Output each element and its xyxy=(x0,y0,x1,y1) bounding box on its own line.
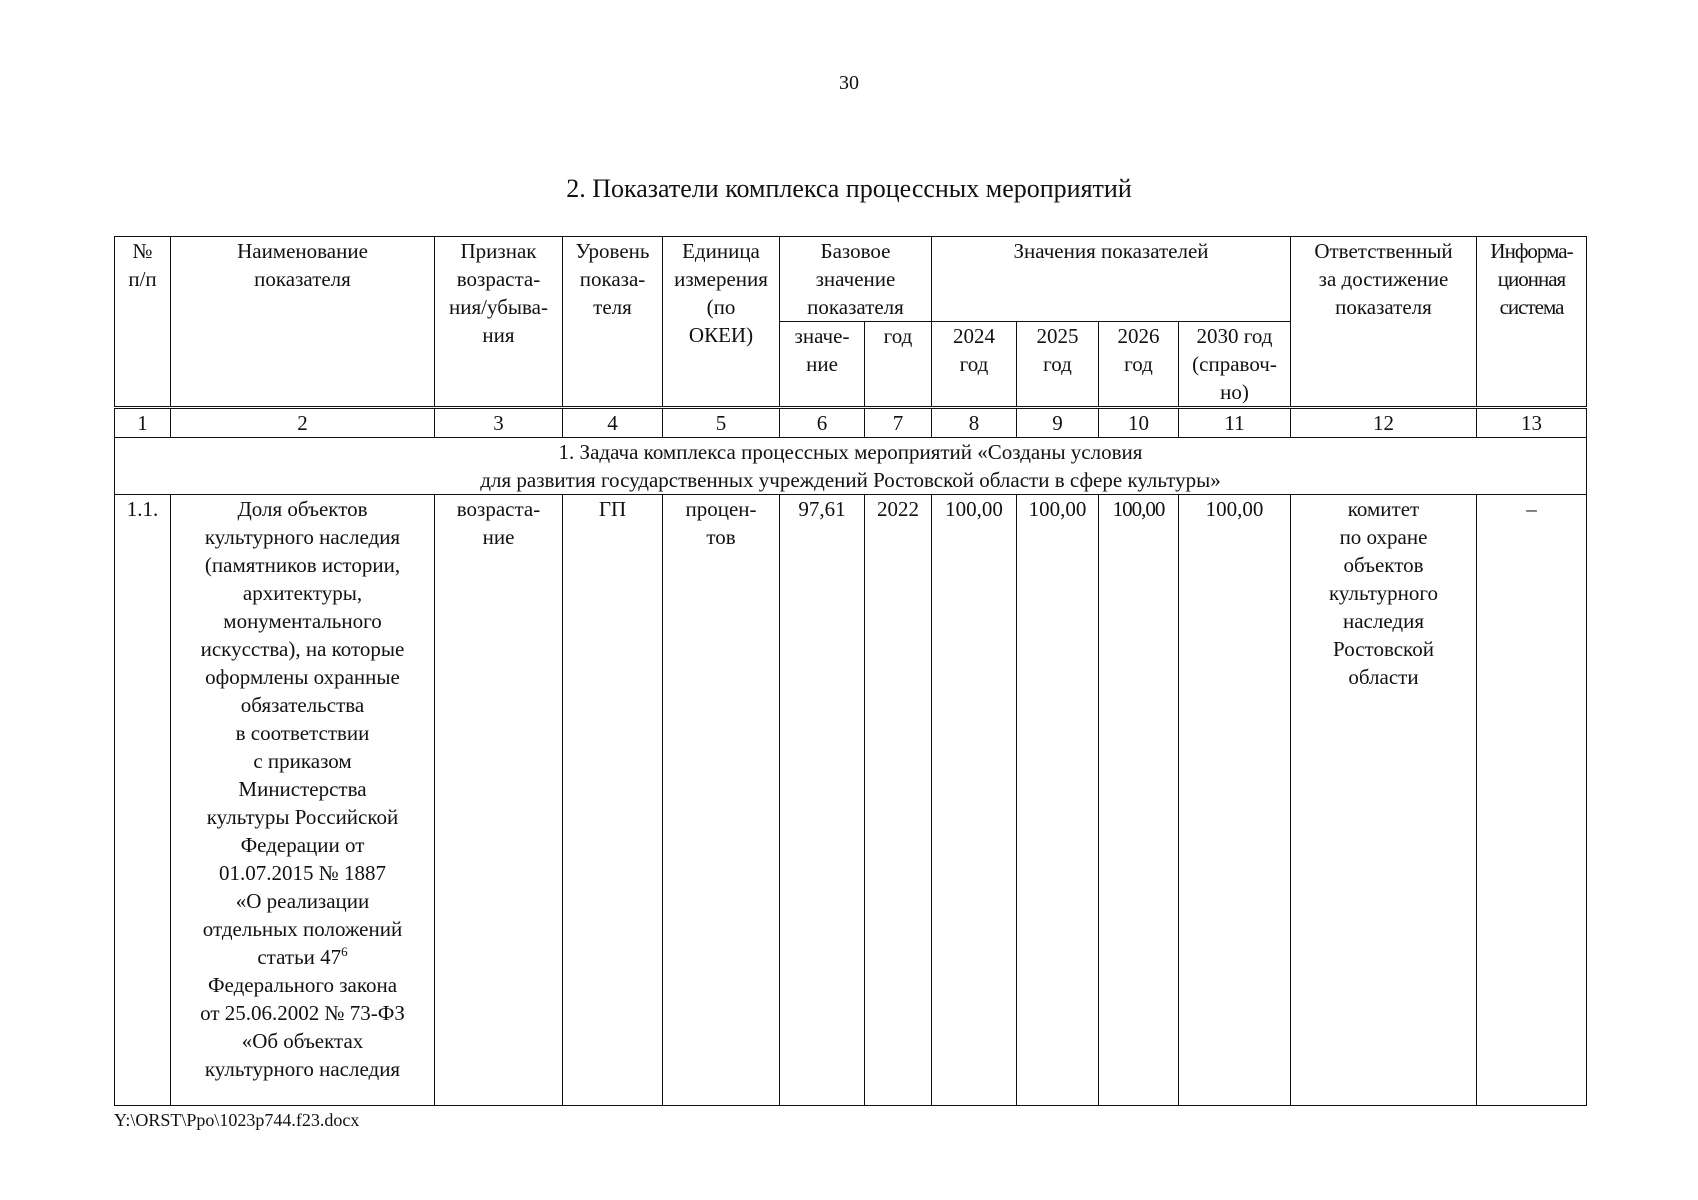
indicator-name-line: «Об объектах xyxy=(241,1029,364,1053)
indicator-name xyxy=(171,495,435,1106)
page-number: 30 xyxy=(839,72,859,94)
indicator-name-line: оформлены охранные xyxy=(205,665,400,689)
indicator-name-line: в соответствии xyxy=(235,721,370,745)
table-row xyxy=(115,495,1587,1106)
article-superscript: 6 xyxy=(341,944,348,959)
section-title: 2. Показатели комплекса процессных мероприятий xyxy=(566,174,1132,203)
indicator-name-line: с приказом xyxy=(253,749,352,773)
column-number: 9 xyxy=(1017,408,1099,438)
footer-file-path: Y:\ORST\Ppo\1023p744.f23.docx xyxy=(114,1110,360,1130)
header-base-year: год xyxy=(865,322,932,408)
value-2026: 100,00 xyxy=(1099,495,1179,1106)
header-num: № п/п xyxy=(115,237,171,408)
indicator-name-line: архитектуры, xyxy=(242,581,363,605)
indicator-name-line: «О реализации xyxy=(235,889,370,913)
value-2030: 100,00 xyxy=(1179,495,1291,1106)
base-year: 2022 xyxy=(865,495,932,1106)
indicator-name-line: отдельных положений xyxy=(202,917,403,941)
header-name: Наименование показателя xyxy=(171,237,435,408)
indicator-name-line: от 25.06.2002 № 73-ФЗ xyxy=(200,1001,405,1025)
column-number: 6 xyxy=(780,408,865,438)
header-base: Базовое значение показателя xyxy=(780,237,932,322)
indicator-name-line: культурного наследия xyxy=(204,525,401,549)
info-system: – xyxy=(1477,495,1587,1106)
header-2025: 2025 год xyxy=(1017,322,1099,408)
indicator-name-line: (памятников истории, xyxy=(204,553,401,577)
indicator-unit: процен- тов xyxy=(663,495,780,1106)
indicator-name-line: Федерального закона xyxy=(207,973,398,997)
column-number: 1 xyxy=(115,408,171,438)
indicator-name-line: культуры Российской xyxy=(206,805,399,829)
indicator-name-line: обязательства xyxy=(240,693,365,717)
value-2025: 100,00 xyxy=(1017,495,1099,1106)
base-value: 97,61 xyxy=(780,495,865,1106)
header-2030: 2030 год (справоч- но) xyxy=(1179,322,1291,408)
indicator-name-line: искусства), на которые xyxy=(200,637,405,661)
indicator-name-line: статьи 47 xyxy=(257,945,342,969)
column-number: 5 xyxy=(663,408,780,438)
indicator-name-line: Доля объектов xyxy=(237,497,368,521)
column-number: 7 xyxy=(865,408,932,438)
column-number: 8 xyxy=(932,408,1017,438)
indicator-name-line: 01.07.2015 № 1887 xyxy=(218,861,387,885)
task-title: 1. Задача комплекса процессных мероприятий «Созданы условия для развития государственных учреждений Ростовской области в сфере культуры» xyxy=(115,438,1587,495)
header-values-group: Значения показателей xyxy=(932,237,1291,322)
header-base-value: значе- ние xyxy=(780,322,865,408)
column-number: 4 xyxy=(563,408,663,438)
header-sign: Признак возраста- ния/убыва- ния xyxy=(435,237,563,408)
column-numbers-row xyxy=(115,408,1587,438)
header-2024: 2024 год xyxy=(932,322,1017,408)
header-info-system: Информа- ционная система xyxy=(1477,237,1587,408)
indicator-sign: возраста- ние xyxy=(435,495,563,1106)
indicators-table xyxy=(114,236,1587,1106)
column-number: 2 xyxy=(171,408,435,438)
value-2024: 100,00 xyxy=(932,495,1017,1106)
header-responsible: Ответственный за достижение показателя xyxy=(1291,237,1477,408)
header-row-1 xyxy=(115,237,1587,322)
indicator-name-line: Федерации от xyxy=(240,833,365,857)
indicator-name-line: монументального xyxy=(223,609,382,633)
column-number: 3 xyxy=(435,408,563,438)
header-2026: 2026 год xyxy=(1099,322,1179,408)
header-unit: Единица измерения (по ОКЕИ) xyxy=(663,237,780,408)
column-number: 12 xyxy=(1291,408,1477,438)
task-row xyxy=(115,438,1587,495)
column-number: 11 xyxy=(1179,408,1291,438)
column-number: 10 xyxy=(1099,408,1179,438)
indicator-level: ГП xyxy=(563,495,663,1106)
row-num: 1.1. xyxy=(115,495,171,1106)
indicator-name-line: культурного наследия xyxy=(204,1057,401,1081)
column-number: 13 xyxy=(1477,408,1587,438)
header-level: Уровень показа- теля xyxy=(563,237,663,408)
indicator-name-line: Министерства xyxy=(238,777,367,801)
responsible: комитет по охране объектов культурного наследия Ростовской области xyxy=(1291,495,1477,1106)
